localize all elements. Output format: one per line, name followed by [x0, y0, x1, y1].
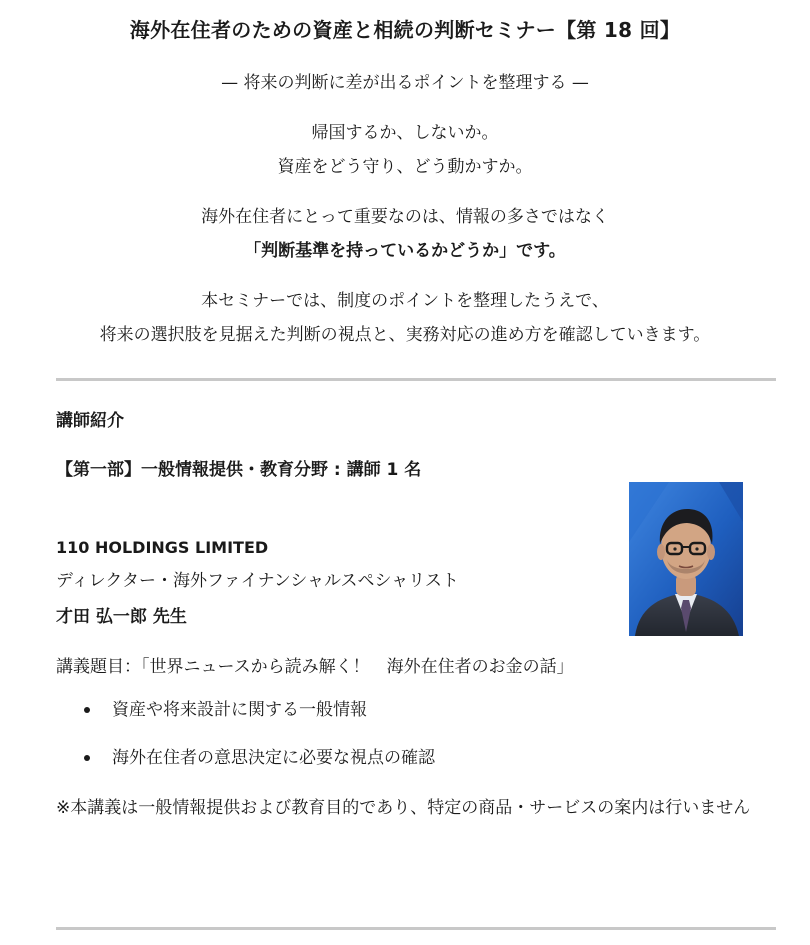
divider: [56, 927, 776, 930]
bullet-icon: [84, 707, 90, 713]
instructors-heading: 講師紹介: [56, 411, 124, 431]
divider: [56, 378, 776, 381]
intro-line-5: 本セミナーでは、制度のポイントを整理したうえで、: [201, 291, 609, 311]
bullet-icon: [84, 755, 90, 761]
intro-line-1: 帰国するか、しないか。: [311, 123, 499, 143]
company-name: 110 HOLDINGS LIMITED: [56, 538, 269, 557]
intro-line-3: 海外在住者にとって重要なのは、情報の多さではなく: [201, 207, 609, 227]
disclaimer-note: ※本講義は一般情報提供および教育目的であり、特定の商品・サービスの案内は行いません: [56, 798, 751, 818]
list-item: [56, 734, 435, 782]
list-item-text: 海外在住者の意思決定に必要な視点の確認: [112, 748, 435, 768]
page-title: 海外在住者のための資産と相続の判断セミナー【第 18 回】: [129, 18, 681, 42]
list-item: [56, 686, 435, 734]
intro-line-4: 「判断基準を持っているかどうか」です。: [244, 241, 566, 261]
speaker-photo: [629, 482, 743, 636]
list-item-text: 資産や将来設計に関する一般情報: [112, 700, 367, 720]
speaker-name: 才田 弘一郎 先生: [56, 607, 187, 627]
page-subtitle: — 将来の判断に差が出るポイントを整理する —: [221, 73, 589, 93]
intro-line-6: 将来の選択肢を見据えた判断の視点と、実務対応の進め方を確認していきます。: [99, 325, 711, 345]
intro-line-2: 資産をどう守り、どう動かすか。: [277, 157, 533, 177]
lecture-title: 講義題目：「世界ニュースから読み解く！ 海外在住者のお金の話」: [56, 657, 574, 677]
lecture-topics-list: [56, 686, 435, 782]
part-heading: 【第一部】一般情報提供・教育分野 : 講師 1 名: [56, 460, 422, 480]
speaker-role: ディレクター・海外ファイナンシャルスペシャリスト: [56, 571, 459, 591]
